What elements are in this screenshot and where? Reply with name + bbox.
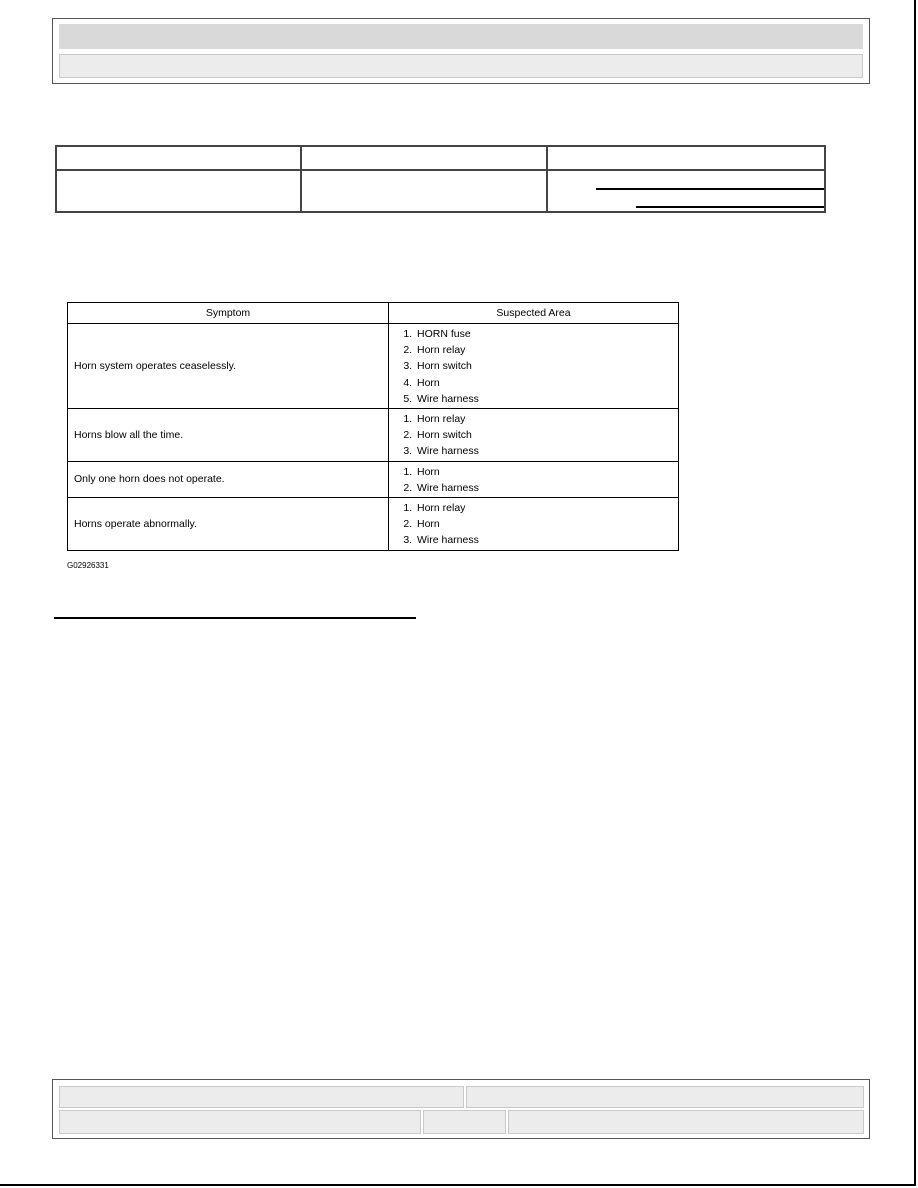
suspected-area-cell	[389, 498, 679, 551]
reference-header-cell	[301, 146, 547, 170]
link-underline[interactable]	[54, 617, 416, 619]
list-item: 4. Horn	[415, 375, 678, 391]
column-header-suspected-area: Suspected Area	[389, 303, 679, 324]
reference-cell	[56, 170, 301, 212]
link-underline[interactable]	[636, 206, 824, 208]
list-item: 1. Horn	[415, 464, 678, 480]
table-row	[68, 498, 679, 551]
footer-cell	[59, 1086, 464, 1108]
header-title-bar	[59, 24, 863, 49]
column-header-symptom: Symptom	[68, 303, 389, 324]
list-item: 2. Horn relay	[415, 342, 678, 358]
footer-cell	[423, 1110, 506, 1134]
symptom-cell: Only one horn does not operate.	[68, 461, 389, 497]
suspected-area-list	[393, 411, 678, 460]
footer-cell	[59, 1110, 421, 1134]
page-footer	[52, 1079, 870, 1139]
list-item: 2. Horn	[415, 516, 678, 532]
reference-header-cell	[56, 146, 301, 170]
reference-header-cell	[547, 146, 825, 170]
table-row	[68, 324, 679, 409]
list-item: 3. Wire harness	[415, 532, 678, 548]
list-item: 3. Horn switch	[415, 358, 678, 374]
symptom-cell: Horns blow all the time.	[68, 409, 389, 462]
suspected-area-list	[393, 326, 678, 407]
symptom-table-header-row	[68, 303, 679, 324]
list-item: 3. Wire harness	[415, 443, 678, 459]
list-item: 1. Horn relay	[415, 500, 678, 516]
reference-cell	[301, 170, 547, 212]
suspected-area-cell	[389, 409, 679, 462]
reference-table	[55, 145, 826, 213]
footer-cell	[508, 1110, 864, 1134]
symptom-cell: Horns operate abnormally.	[68, 498, 389, 551]
table-row	[68, 461, 679, 497]
problem-symptoms-table	[67, 302, 679, 551]
page-header	[52, 18, 870, 84]
list-item: 1. Horn relay	[415, 411, 678, 427]
list-item: 5. Wire harness	[415, 391, 678, 407]
figure-id: G02926331	[67, 561, 109, 570]
list-item: 1. HORN fuse	[415, 326, 678, 342]
table-row	[68, 409, 679, 462]
reference-table-row	[56, 170, 825, 212]
header-subtitle-bar	[59, 54, 863, 78]
reference-table-header-row	[56, 146, 825, 170]
suspected-area-list	[393, 500, 678, 549]
list-item: 2. Wire harness	[415, 480, 678, 496]
suspected-area-list	[393, 464, 678, 496]
list-item: 2. Horn switch	[415, 427, 678, 443]
symptom-cell: Horn system operates ceaselessly.	[68, 324, 389, 409]
link-underline[interactable]	[596, 188, 824, 190]
reference-link-cell[interactable]	[547, 170, 825, 212]
footer-cell	[466, 1086, 864, 1108]
suspected-area-cell	[389, 461, 679, 497]
suspected-area-cell	[389, 324, 679, 409]
